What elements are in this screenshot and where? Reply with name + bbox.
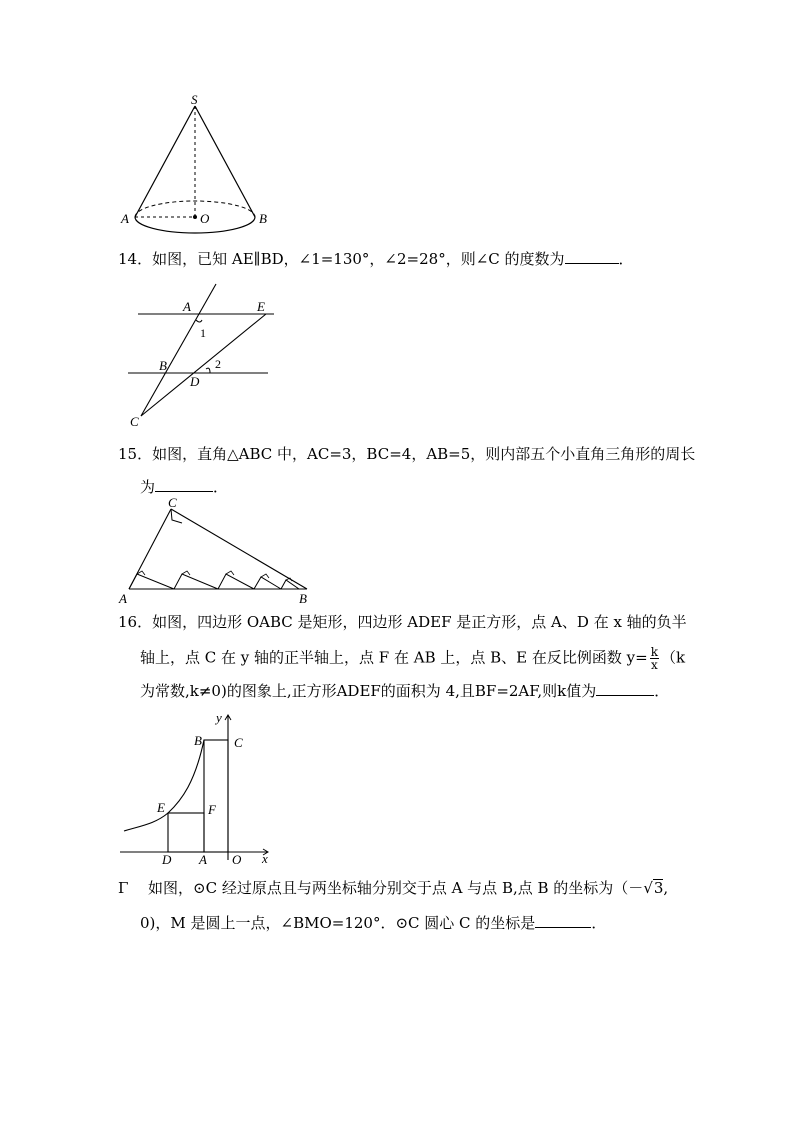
q16-text-line3: 为常数,k≠0)的图象上,正方形ADEF的面积为 4,且BF=2AF,则k值为 ． [140, 682, 670, 700]
q16-label-a: A [199, 852, 207, 867]
q17-number: Γ [118, 879, 129, 897]
q16-answer-blank[interactable] [596, 680, 654, 696]
q16-label-x: x [262, 851, 268, 866]
q14-stem: 如图，已知 AE∥BD，∠1=130°，∠2=28°，则∠C 的度数为 [152, 250, 565, 268]
q14-answer-blank[interactable] [565, 248, 619, 264]
cone-label-b: B [259, 211, 267, 226]
q15-label-a: A [119, 591, 127, 606]
q15-figure [116, 496, 316, 608]
q16-fraction-k-over-x: $\frac{k}{x}$ [650, 645, 658, 672]
q15-number: 15． [118, 445, 153, 463]
q16-label-o: O [232, 852, 242, 867]
q15-label-c: C [168, 495, 177, 510]
q16-text-line2: 轴上，点 C 在 y 轴的正半轴上，点 F 在 AB 上，点 B、E 在反比例函数 y= $\frac{k}{x}$ （k [140, 645, 686, 672]
q16-label-b: B [194, 733, 202, 748]
q17-answer-blank[interactable] [535, 912, 591, 928]
q17-sqrt-value: 3 [653, 879, 664, 897]
q16-label-y: y [216, 710, 222, 725]
q16-label-d: D [162, 852, 172, 867]
q14-number: 14． [118, 250, 153, 268]
q14-label-e: E [257, 299, 265, 314]
q16-figure [120, 710, 280, 870]
q17-text-line2: 0)，M 是圆上一点，∠BMO=120°．⊙C 圆心 C 的坐标是 ． [140, 914, 607, 932]
q14-label-b: B [159, 358, 167, 373]
q16-number: 16． [118, 613, 153, 631]
q14-figure [126, 280, 286, 430]
q14-label-angle2: 2 [215, 357, 221, 371]
q16-label-e: E [157, 800, 165, 815]
q15-stem: 如图，直角△ABC 中，AC=3，BC=4，AB=5，则内部五个小直角三角形的周长 [152, 445, 696, 463]
q14-text: 14．如图，已知 AE∥BD，∠1=130°，∠2=28°，则∠C 的度数为 ． [118, 250, 634, 268]
q17-text-line1: Γ 如图，⊙C 经过原点且与两坐标轴分别交于点 A 与点 B,点 B 的坐标为（－√3, [118, 879, 669, 897]
cone-figure [118, 92, 278, 242]
q16-text-line1: 16．如图，四边形 OABC 是矩形，四边形 ADEF 是正方形，点 A、D 在 x 轴的负半 [118, 613, 687, 631]
cone-label-o: O [200, 211, 210, 226]
q14-label-c: C [130, 414, 139, 429]
q14-label-d: D [190, 374, 200, 389]
cone-label-s: S [191, 92, 198, 107]
q15-answer-blank[interactable] [155, 476, 213, 492]
q15-label-b: B [299, 591, 307, 606]
q15-text-line1 [118, 444, 695, 464]
q14-label-a: A [183, 299, 191, 314]
q16-label-f: F [208, 802, 216, 817]
cone-label-a: A [121, 211, 129, 226]
q14-label-angle1: 1 [200, 326, 206, 340]
q16-label-c: C [234, 735, 243, 750]
q15-text-line2: 为 ． [140, 478, 229, 496]
